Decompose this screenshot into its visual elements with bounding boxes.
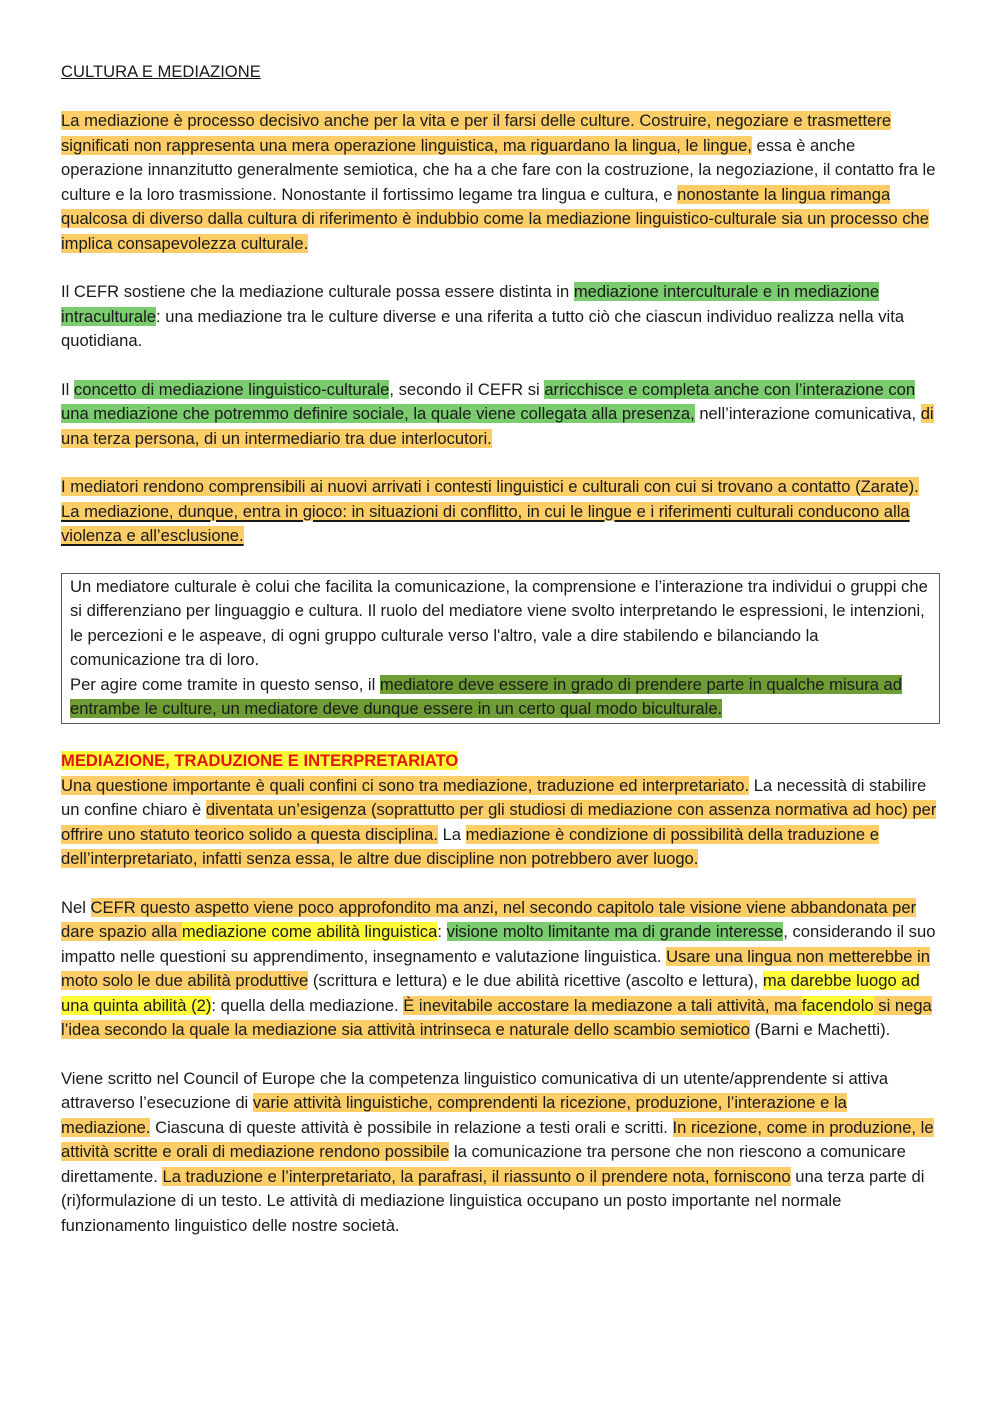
plain-text: la comunicazione tra persone che non riescono a comunicare direttamente. bbox=[61, 1142, 906, 1186]
plain-text: : una mediazione tra le culture diverse e una riferita a tutto ciò che ciascun individuo realizza nella vita quotidiana. bbox=[61, 306, 905, 350]
plain-text: : bbox=[437, 922, 447, 942]
document-title: CULTURA E MEDIAZIONE bbox=[61, 62, 261, 81]
paragraph-2 bbox=[61, 280, 940, 354]
plain-text: Il CEFR sostiene che la mediazione culturale possa essere distinta in bbox=[61, 282, 574, 301]
section-heading-line bbox=[61, 749, 940, 774]
plain-text: (Barni e Machetti). bbox=[750, 1020, 891, 1040]
highlight-orange: diventata un’esigenza (soprattutto per gli studiosi di mediazione con assenza normativa ad hoc) per offrire uno statuto teorico solido a questa disciplina. bbox=[61, 800, 937, 844]
paragraph-1 bbox=[61, 109, 940, 256]
paragraph-7 bbox=[61, 1067, 940, 1239]
highlight-orange: La mediazione è processo decisivo anche per la vita e per il farsi delle culture. Costruire, negoziare e trasmettere significati non rappresenta una mera operazione linguistica, ma riguardano la lingua, le lingue, bbox=[61, 111, 892, 155]
highlight-dark-green: mediatore deve essere in grado di prendere parte in qualche misura ad entrambe le culture, un mediatore deve dunque essere in un certo qual modo biculturale. bbox=[70, 674, 903, 719]
plain-text: , secondo il CEFR si bbox=[389, 379, 545, 399]
plain-text: , considerando il suo impatto nelle questioni su apprendimento, insegnamento e valutazione linguistica. bbox=[61, 922, 936, 966]
highlight-orange-underlined: La mediazione, dunque, entra in gioco: in situazioni di conflitto, in cui le lingue e i riferimenti culturali conducono alla violenza e all’esclusione. bbox=[61, 501, 910, 545]
box-text: Un mediatore culturale è colui che facilita la comunicazione, la comprensione e l’interazione tra individui o gruppi che si differenziano per linguaggio e cultura. Il ruolo del mediatore viene svolto interpretando le espressioni, le intenzioni, le percezioni e le aspeave, di ogni gruppo culturale verso l'altro, vale a dire stabilendo e bilanciando la comunicazione tra di loro. bbox=[70, 576, 928, 670]
plain-text: Ciascuna di queste attività è possibile in relazione a testi orali e scritti. bbox=[150, 1117, 673, 1137]
highlight-green: mediazione interculturale e in mediazione intraculturale bbox=[61, 282, 880, 326]
paragraph-5 bbox=[61, 774, 940, 872]
plain-text: : quella della mediazione. bbox=[211, 995, 404, 1015]
plain-text: essa è anche operazione innanzitutto generalmente semiotica, che ha a che fare con la costruzione, la negoziazione, il contatto fra le culture e la loro trasmissione. Nonostante il fortissimo legame tra lingua e cultura, e bbox=[61, 135, 936, 204]
highlight-orange: si nega l’idea secondo la quale la mediazione sia attività intrinseca e naturale dello scambio semiotico bbox=[61, 995, 932, 1040]
plain-text: nell’interazione comunicativa, bbox=[694, 404, 921, 423]
plain-text: (scrittura e lettura) e le due abilità ricettive (ascolto e lettura), bbox=[308, 971, 763, 991]
highlight-orange: mediazione è condizione di possibilità della traduzione e dell’interpretariato, infatti senza essa, le altre due discipline non potrebbero aver luogo. bbox=[61, 824, 879, 869]
highlight-orange: La traduzione e l’interpretariato, la parafrasi, il riassunto o il prendere nota, forniscono bbox=[162, 1166, 791, 1186]
plain-text: una terza parte di (ri)formulazione di un testo. Le attività di mediazione linguistica occupano un posto importante nel normale funzionamento linguistico delle nostre società. bbox=[61, 1166, 925, 1235]
highlight-green: concetto di mediazione linguistico-culturale bbox=[73, 379, 390, 399]
plain-text: La bbox=[437, 824, 466, 844]
highlight-yellow: mediazione come abilità linguistica bbox=[181, 922, 438, 942]
plain-text: Nel bbox=[61, 897, 91, 917]
highlight-orange: di una terza persona, di un intermediario tra due interlocutori. bbox=[61, 404, 934, 448]
highlight-orange: Usare una lingua non metterebbe in moto solo le due abilità produttive bbox=[61, 946, 930, 991]
highlight-orange: Una questione importante è quali confini ci sono tra mediazione, traduzione ed interpretariato. bbox=[61, 775, 750, 795]
highlight-orange: CEFR questo aspetto viene poco approfondito ma anzi, nel secondo capitolo tale visione viene abbandonata per dare spazio alla bbox=[61, 897, 917, 942]
highlight-orange: varie attività linguistiche, comprendenti la ricezione, produzione, l’interazione e la mediazione. bbox=[61, 1093, 847, 1137]
paragraph-6 bbox=[61, 896, 940, 1043]
highlight-orange: I mediatori rendono comprensibili ai nuovi arrivati i contesti linguistici e culturali con cui si trovano a contatto (Zarate). bbox=[61, 477, 919, 496]
plain-text: Per agire come tramite in questo senso, il bbox=[70, 674, 380, 694]
highlight-orange: È inevitabile accostare la mediazone a tali attività, ma bbox=[403, 995, 802, 1015]
paragraph-3 bbox=[61, 378, 940, 452]
highlight-green: arricchisce e completa anche con l’interazione con una mediazione che potremmo definire sociale, la quale viene collegata alla presenza, bbox=[61, 379, 916, 423]
section-heading: MEDIAZIONE, TRADUZIONE E INTERPRETARIATO bbox=[61, 751, 459, 771]
highlight-orange: In ricezione, come in produzione, le attività scritte e orali di mediazione rendono possibile bbox=[61, 1117, 934, 1162]
highlight-green: visione molto limitante ma di grande interesse bbox=[446, 922, 784, 942]
plain-text: La necessità di stabilire un confine chiaro è bbox=[61, 775, 927, 820]
box-text-2 bbox=[70, 673, 931, 722]
paragraph-4 bbox=[61, 475, 940, 549]
highlight-yellow: facendolo bbox=[801, 995, 874, 1015]
highlight-orange: nonostante la lingua rimanga qualcosa di diverso dalla cultura di riferimento è indubbio come la mediazione linguistico-culturale sia un processo che implica consapevolezza culturale. bbox=[61, 184, 929, 253]
plain-text: Viene scritto nel Council of Europe che la competenza linguistico comunicativa di un utente/apprendente si attiva attraverso l’esecuzione di bbox=[61, 1068, 889, 1113]
plain-text: Il bbox=[61, 379, 74, 399]
highlight-yellow: ma darebbe luogo ad una quinta abilità (2) bbox=[61, 971, 920, 1015]
definition-box bbox=[61, 573, 940, 725]
